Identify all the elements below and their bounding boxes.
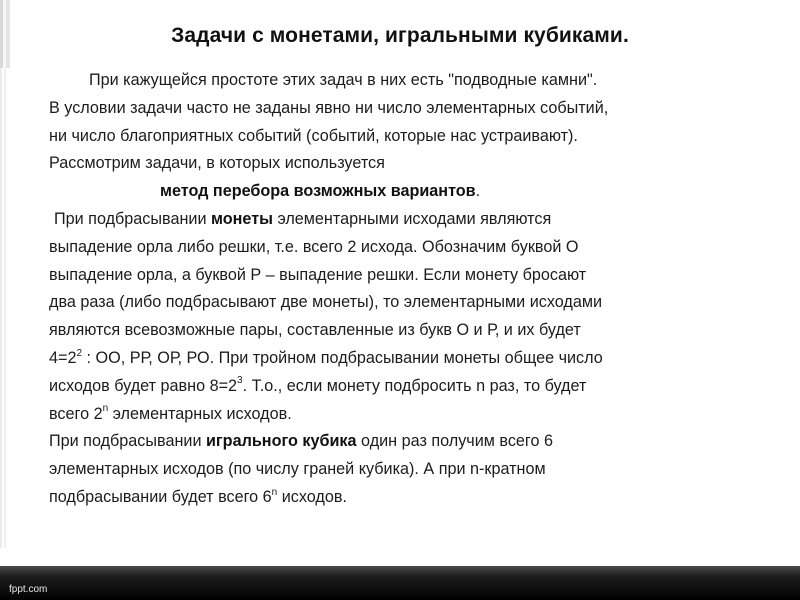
body-text: выпадение орла, а буквой Р – выпадение решки. Если монету бросают [49,265,587,284]
paragraph-line [49,206,779,234]
body-text: Рассмотрим задачи, в которых используется [49,154,385,173]
body-text: . Т.о., если монету подбросить n раз, то будет [242,376,587,395]
footer-brand: fppt.com [9,584,48,595]
decorative-left-border [0,68,6,548]
exponent: n [102,403,109,415]
exponent: 2 [76,347,83,359]
body-text: являются всевозможные пары, составленные из букв О и Р, и их будет [49,321,581,340]
formula-text: исходов будет равно 8=2 [49,376,238,395]
slide-body [49,67,779,512]
body-text: два раза (либо подбрасывают две монеты), то элементарными исходами [49,293,603,312]
body-text: элементарных исходов. [108,404,292,423]
body-text: один раз получим всего 6 [356,432,553,451]
paragraph-line [49,150,779,178]
formula-text: 4=2 [49,348,77,367]
paragraph-line [49,289,779,317]
body-text: При подбрасывании [49,432,206,451]
paragraph-line [49,234,779,262]
paragraph-line [49,456,779,484]
method-line [49,178,779,206]
body-text: При подбрасывании [54,209,211,228]
body-text: : ОО, РР, ОР, РО. При тройном подбрасывании монеты общее число [82,348,603,367]
formula-text: подбрасывании будет всего 6 [49,487,272,506]
method-highlight: метод перебора возможных вариантов [160,182,476,201]
body-text: исходов. [277,487,347,506]
body-text: . [475,182,481,201]
paragraph-line [49,401,779,429]
body-text: элементарными исходами являются [272,209,552,228]
paragraph-line [49,67,779,95]
body-text: ни число благоприятных событий (событий, которые нас устраивают). [49,126,578,145]
paragraph-line [49,123,779,151]
paragraph-line [49,345,779,373]
intro-text: При кажущейся простоте этих задач в них есть "подводные камни". [89,71,598,89]
paragraph-line [49,373,779,401]
slide-title: Задачи с монетами, игральными кубиками. [171,24,629,47]
paragraph-line [49,484,779,512]
exponent: 3 [237,375,243,387]
footer-bar [0,566,800,600]
body-text: В условии задачи часто не заданы явно ни число элементарных событий, [49,98,609,117]
paragraph-line [49,317,779,345]
coin-highlight: монеты [210,209,273,228]
paragraph-line [49,95,779,123]
formula-text: всего 2 [49,404,103,423]
body-text: выпадение орла либо решки, т.е. всего 2 исхода. Обозначим буквой О [49,237,579,256]
paragraph-line [49,428,779,456]
paragraph-line [49,262,779,290]
exponent: n [271,486,278,498]
body-text: элементарных исходов (по числу граней кубика). А при n-кратном [49,460,546,479]
dice-highlight: игрального кубика [205,432,357,451]
